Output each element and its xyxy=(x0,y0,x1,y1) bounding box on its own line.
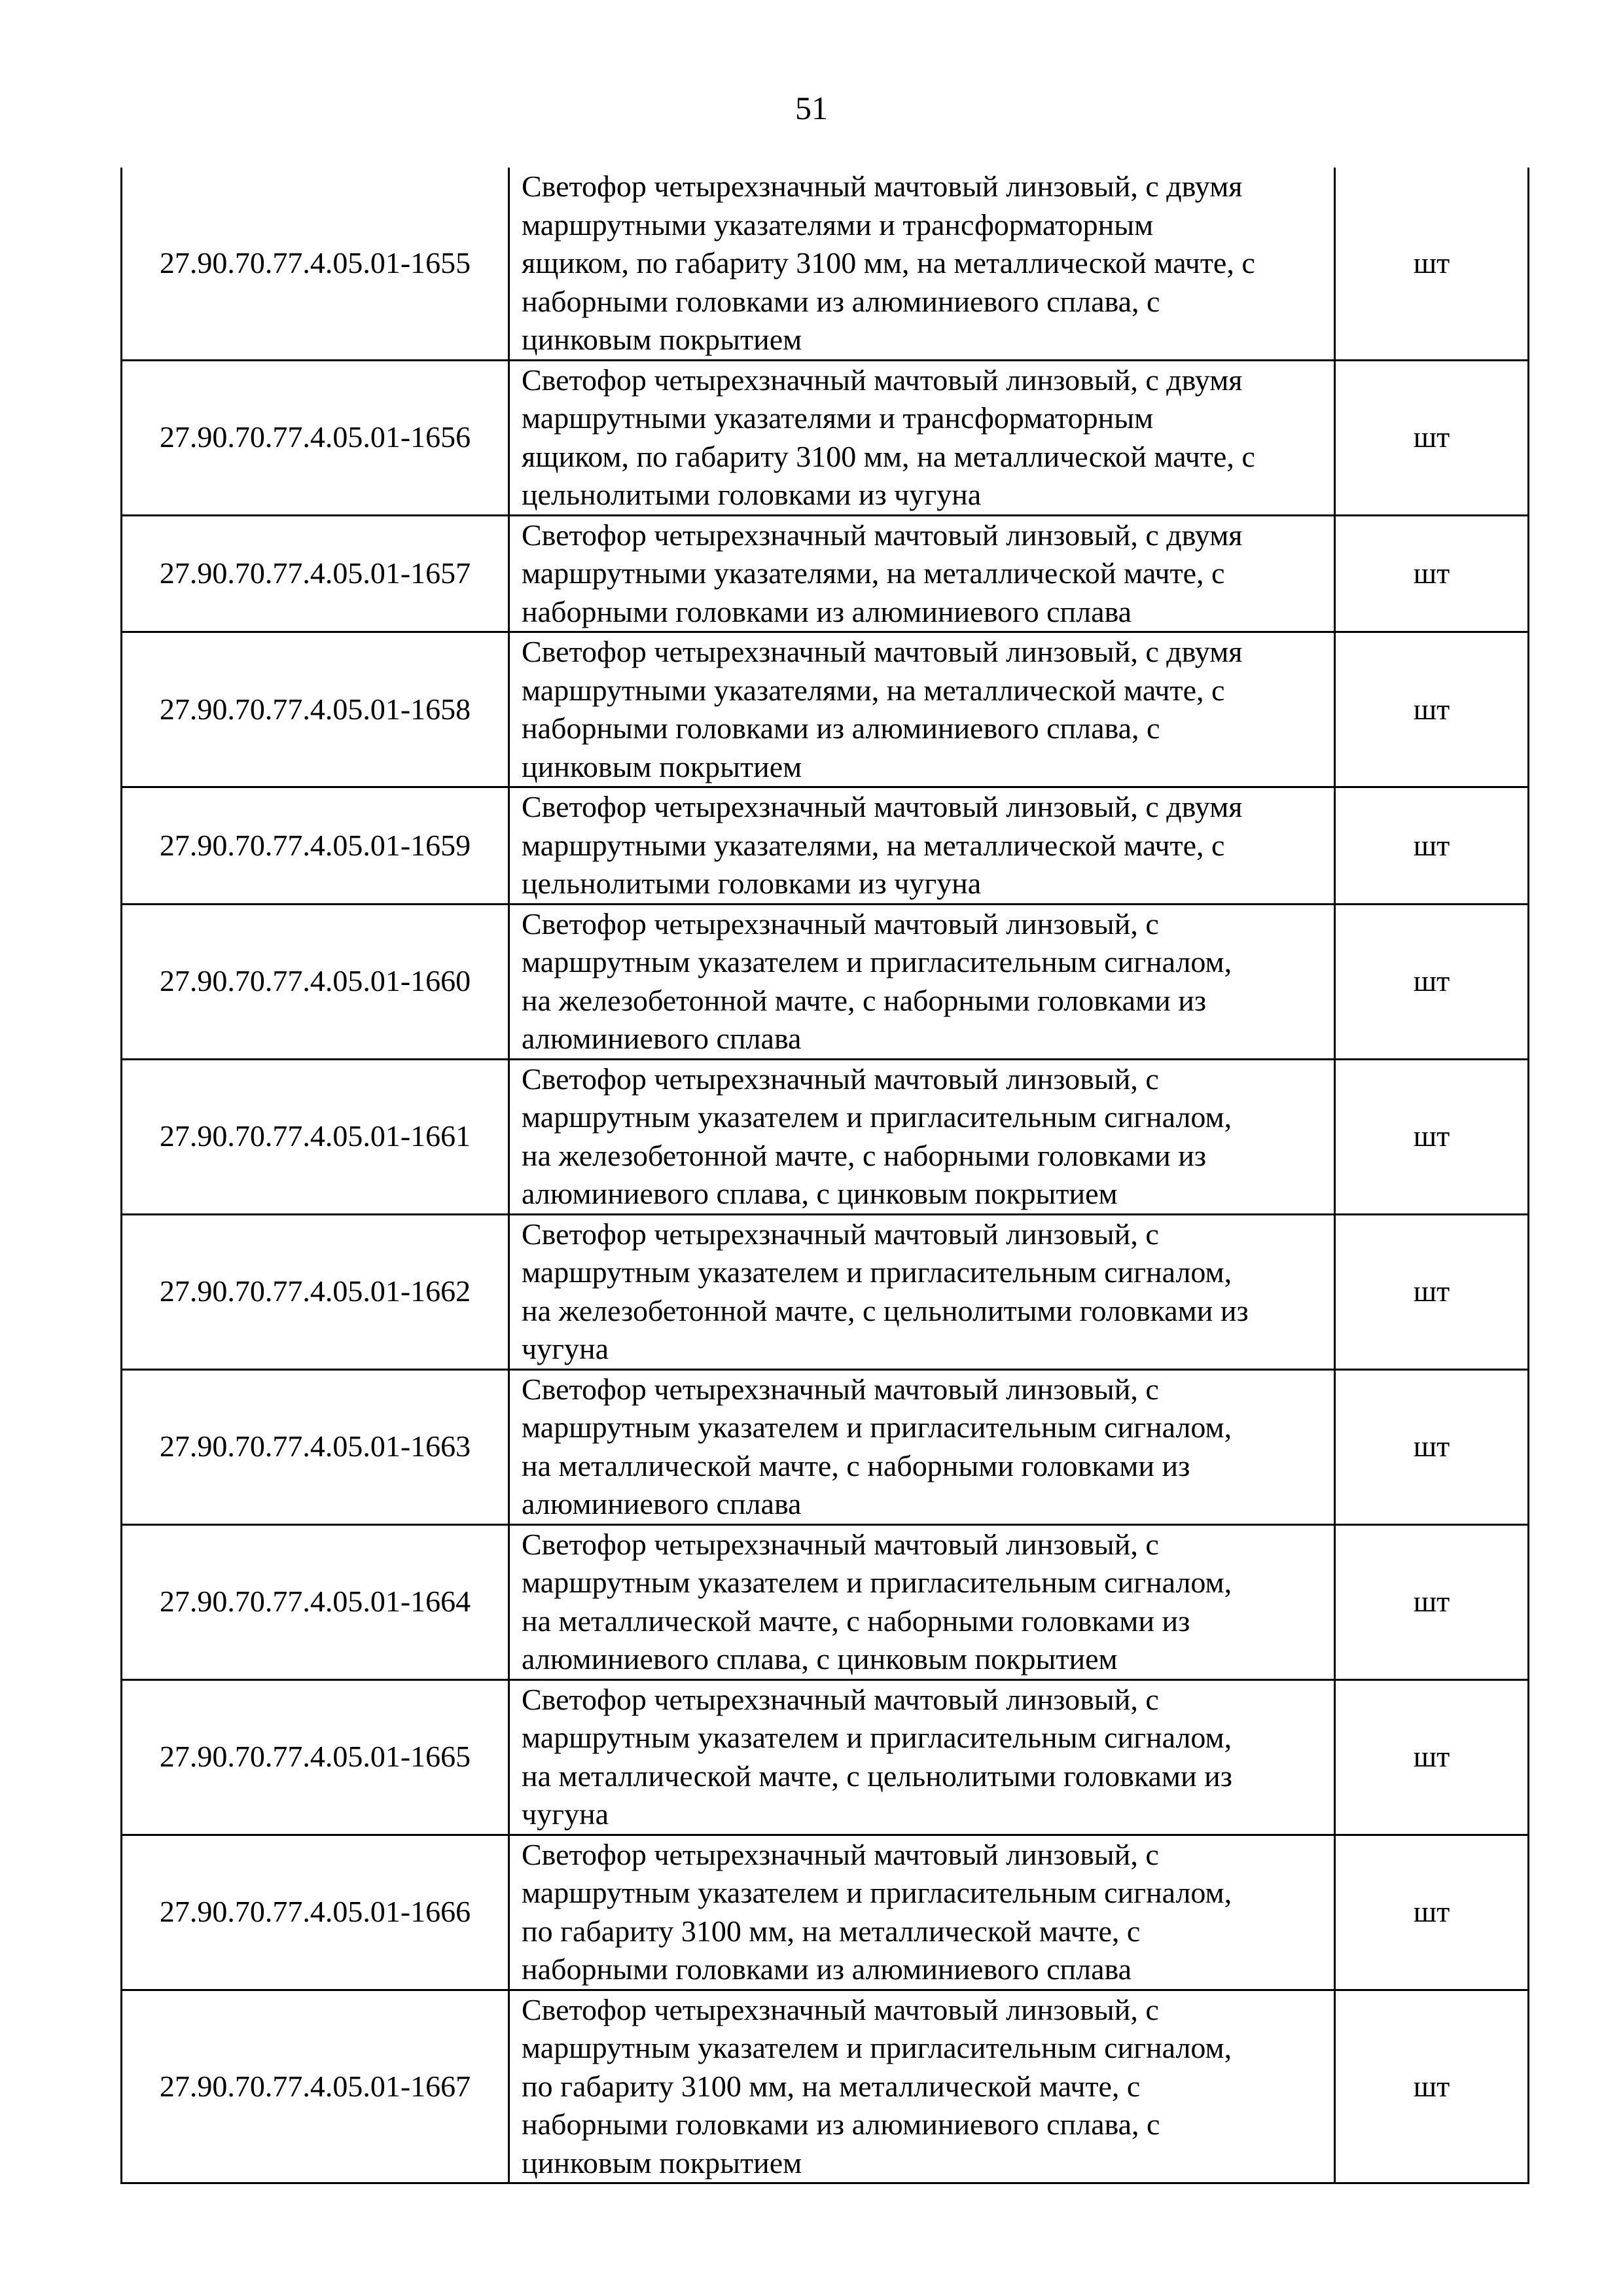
description-line: по габариту 3100 мм, на металлической мачте, с xyxy=(522,1914,1141,1948)
description-line: ящиком, по габариту 3100 мм, на металлической мачте, с xyxy=(522,246,1255,279)
resource-description-cell xyxy=(509,515,1335,632)
description-line: на железобетонной мачте, с наборными головками из xyxy=(522,1138,1207,1172)
resource-description-cell xyxy=(509,1679,1335,1835)
resource-description-cell xyxy=(509,1059,1335,1214)
description-line: Светофор четырехзначный мачтовый линзовый, с двумя xyxy=(522,635,1243,668)
description-line: цинковым покрытием xyxy=(522,749,802,783)
description-line: на металлической мачте, с наборными головками из xyxy=(522,1448,1190,1482)
description-line: маршрутным указателем и пригласительным сигналом, xyxy=(522,945,1232,978)
table-row xyxy=(122,1059,1529,1214)
unit-cell: шт xyxy=(1335,787,1529,905)
description-line: цельнолитыми головками из чугуна xyxy=(522,867,982,900)
resource-code-cell: 27.90.70.77.4.05.01-1666 xyxy=(122,1835,509,1990)
unit-cell: шт xyxy=(1335,1524,1529,1679)
resource-description-cell xyxy=(509,904,1335,1059)
resource-description-cell xyxy=(509,1369,1335,1524)
unit-cell: шт xyxy=(1335,360,1529,515)
description-line: маршрутными указателями, на металлической мачте, с xyxy=(522,673,1225,707)
unit-cell: шт xyxy=(1335,904,1529,1059)
unit-cell: шт xyxy=(1335,168,1529,360)
description-line: маршрутным указателем и пригласительным сигналом, xyxy=(522,1255,1232,1289)
resource-code-cell: 27.90.70.77.4.05.01-1655 xyxy=(122,168,509,360)
resource-code-cell: 27.90.70.77.4.05.01-1659 xyxy=(122,787,509,905)
table-row xyxy=(122,360,1529,515)
description-line: маршрутными указателями, на металлической мачте, с xyxy=(522,828,1225,862)
unit-cell: шт xyxy=(1335,1990,1529,2183)
description-line: маршрутным указателем и пригласительным сигналом, xyxy=(522,1566,1232,1599)
description-line: маршрутными указателями и трансформаторным xyxy=(522,401,1154,435)
description-line: Светофор четырехзначный мачтовый линзовый, с xyxy=(522,1372,1159,1406)
description-line: алюминиевого сплава xyxy=(522,1487,802,1520)
table-row xyxy=(122,1369,1529,1524)
description-line: цинковым покрытием xyxy=(522,323,802,356)
table-row xyxy=(122,1990,1529,2183)
resource-description-cell xyxy=(509,1835,1335,1990)
description-line: чугуна xyxy=(522,1332,609,1365)
unit-cell: шт xyxy=(1335,1835,1529,1990)
description-line: Светофор четырехзначный мачтовый линзовый, с двумя xyxy=(522,170,1243,203)
resource-code-cell: 27.90.70.77.4.05.01-1667 xyxy=(122,1990,509,2183)
resource-code-cell: 27.90.70.77.4.05.01-1657 xyxy=(122,515,509,632)
table-row xyxy=(122,1835,1529,1990)
description-line: алюминиевого сплава, с цинковым покрытием xyxy=(522,1642,1118,1676)
resource-code-cell: 27.90.70.77.4.05.01-1660 xyxy=(122,904,509,1059)
description-line: Светофор четырехзначный мачтовый линзовый, с xyxy=(522,1837,1159,1871)
resource-code-cell: 27.90.70.77.4.05.01-1663 xyxy=(122,1369,509,1524)
description-line: на железобетонной мачте, с цельнолитыми головками из xyxy=(522,1293,1249,1327)
resource-description-cell xyxy=(509,1524,1335,1679)
unit-cell: шт xyxy=(1335,1214,1529,1369)
resource-description-cell xyxy=(509,1214,1335,1369)
table-row xyxy=(122,1214,1529,1369)
unit-cell: шт xyxy=(1335,1369,1529,1524)
table-row xyxy=(122,515,1529,632)
description-line: маршрутными указателями и трансформаторным xyxy=(522,207,1154,242)
description-line: Светофор четырехзначный мачтовый линзовый, с двумя xyxy=(522,363,1243,397)
description-line: на металлической мачте, с цельнолитыми головками из xyxy=(522,1759,1232,1793)
description-line: чугуна xyxy=(522,1797,609,1831)
unit-cell: шт xyxy=(1335,1679,1529,1835)
description-line: маршрутным указателем и пригласительным сигналом, xyxy=(522,2031,1232,2064)
description-line: маршрутным указателем и пригласительным сигналом, xyxy=(522,1876,1232,1909)
resource-code-cell: 27.90.70.77.4.05.01-1665 xyxy=(122,1679,509,1835)
resource-code-cell: 27.90.70.77.4.05.01-1662 xyxy=(122,1214,509,1369)
description-line: маршрутным указателем и пригласительным сигналом, xyxy=(522,1410,1232,1444)
table-row xyxy=(122,787,1529,905)
resource-description-cell xyxy=(509,787,1335,905)
resource-code-cell: 27.90.70.77.4.05.01-1658 xyxy=(122,632,509,787)
resource-code-cell: 27.90.70.77.4.05.01-1664 xyxy=(122,1524,509,1679)
unit-cell: шт xyxy=(1335,515,1529,632)
description-line: цинковым покрытием xyxy=(522,2145,802,2179)
description-line: Светофор четырехзначный мачтовый линзовый, с xyxy=(522,1527,1159,1561)
description-line: Светофор четырехзначный мачтовый линзовый, с xyxy=(522,906,1159,941)
description-line: по габариту 3100 мм, на металлической мачте, с xyxy=(522,2069,1141,2103)
description-line: наборными головками из алюминиевого сплава, с xyxy=(522,2108,1160,2141)
page-number: 51 xyxy=(795,90,828,126)
table-row xyxy=(122,632,1529,787)
table-body xyxy=(122,168,1529,2183)
description-line: алюминиевого сплава, с цинковым покрытием xyxy=(522,1177,1118,1210)
unit-cell: шт xyxy=(1335,632,1529,787)
description-line: на металлической мачте, с наборными головками из xyxy=(522,1604,1190,1638)
description-line: ящиком, по габариту 3100 мм, на металлической мачте, с xyxy=(522,439,1255,473)
description-line: наборными головками из алюминиевого сплава xyxy=(522,594,1132,628)
resource-description-cell xyxy=(509,1990,1335,2183)
description-line: наборными головками из алюминиевого сплава xyxy=(522,1952,1132,1986)
description-line: наборными головками из алюминиевого сплава, с xyxy=(522,711,1160,745)
description-line: Светофор четырехзначный мачтовый линзовый, с xyxy=(522,1992,1159,2026)
resource-code-cell: 27.90.70.77.4.05.01-1656 xyxy=(122,360,509,515)
resource-table xyxy=(120,168,1529,2184)
table-row xyxy=(122,1679,1529,1835)
description-line: Светофор четырехзначный мачтовый линзовый, с xyxy=(522,1062,1159,1096)
description-line: Светофор четырехзначный мачтовый линзовый, с двумя xyxy=(522,518,1243,552)
resource-code-cell: 27.90.70.77.4.05.01-1661 xyxy=(122,1059,509,1214)
resource-description-cell xyxy=(509,360,1335,515)
table-row xyxy=(122,1524,1529,1679)
description-line: маршрутным указателем и пригласительным сигналом, xyxy=(522,1721,1232,1754)
description-line: наборными головками из алюминиевого сплава, с xyxy=(522,284,1160,318)
table-row xyxy=(122,168,1529,360)
description-line: цельнолитыми головками из чугуна xyxy=(522,478,982,511)
description-line: Светофор четырехзначный мачтовый линзовый, с xyxy=(522,1682,1159,1716)
description-line: маршрутным указателем и пригласительным сигналом, xyxy=(522,1100,1232,1134)
unit-cell: шт xyxy=(1335,1059,1529,1214)
description-line: Светофор четырехзначный мачтовый линзовый, с двумя xyxy=(522,790,1243,823)
description-line: Светофор четырехзначный мачтовый линзовый, с xyxy=(522,1217,1159,1251)
resource-description-cell xyxy=(509,168,1335,360)
description-line: на железобетонной мачте, с наборными головками из xyxy=(522,983,1207,1017)
resource-description-cell xyxy=(509,632,1335,787)
table-row xyxy=(122,904,1529,1059)
description-line: маршрутными указателями, на металлической мачте, с xyxy=(522,556,1225,590)
description-line: алюминиевого сплава xyxy=(522,1022,802,1055)
